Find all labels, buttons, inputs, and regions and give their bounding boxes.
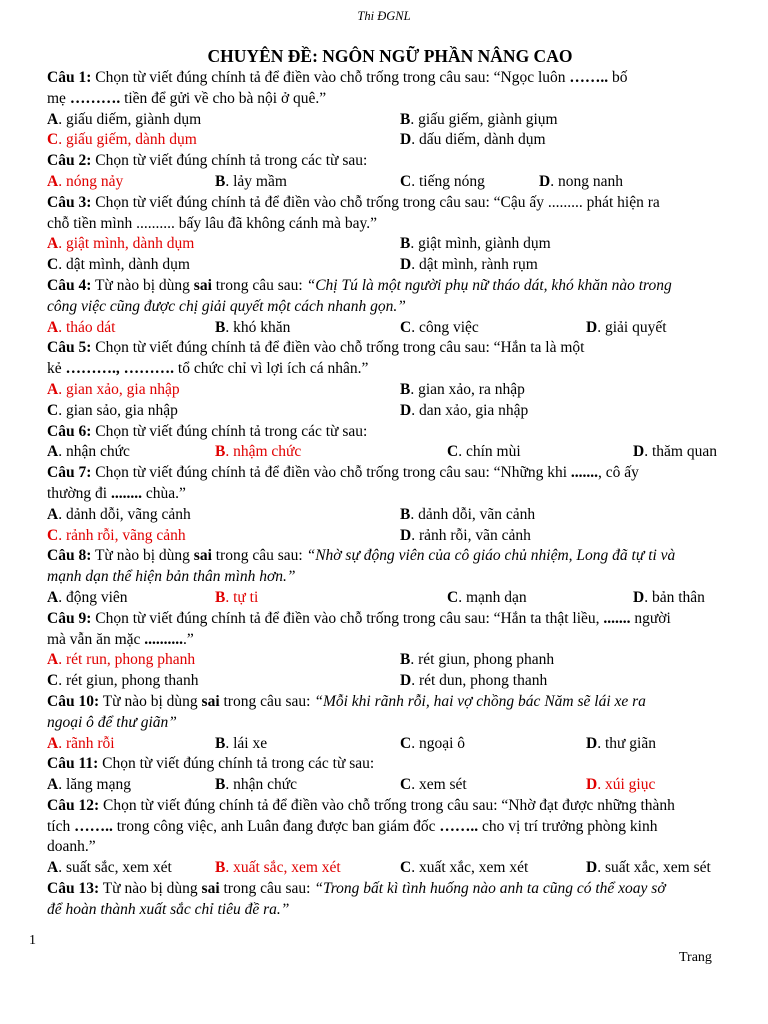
- question-7-line-1: Câu 7: Chọn từ viết đúng chính tả để điền vào chỗ trống trong câu sau: “Những khi ......., cô ấy: [47, 464, 639, 482]
- option-d[interactable]: D. giải quyết: [586, 318, 667, 336]
- question-12-options: [47, 858, 727, 879]
- question-5-options-row-1: [47, 380, 727, 401]
- page-footer: Trang: [679, 950, 712, 965]
- option-d[interactable]: D. suất xắc, xem sét: [586, 859, 711, 877]
- option-b-correct[interactable]: B. xuất sắc, xem xét: [215, 859, 341, 877]
- option-a[interactable]: A. giấu diếm, giành dụm: [47, 110, 202, 128]
- option-d[interactable]: D. rét dun, phong thanh: [400, 672, 548, 690]
- question-13-line-2: để hoàn thành xuất sắc chỉ tiêu đề ra.”: [47, 900, 290, 918]
- question-12-line-3: doanh.”: [47, 838, 96, 856]
- question-9-line-2: mà vẫn ăn mặc ...........”: [47, 630, 194, 648]
- question-7-line-2: thường đi ........ chùa.”: [47, 484, 186, 502]
- option-a[interactable]: A. lăng mạng: [47, 776, 131, 794]
- page-number: 1: [29, 933, 36, 948]
- option-d[interactable]: D. dật mình, rành rụm: [400, 256, 538, 274]
- question-9-line-1: Câu 9: Chọn từ viết đúng chính tả để điền vào chỗ trống trong câu sau: “Hắn ta thật liều, ....... người: [47, 609, 671, 627]
- option-a[interactable]: A. dảnh dỗi, vãng cảnh: [47, 505, 191, 523]
- question-1-line-1: Câu 1: Chọn từ viết đúng chính tả để điền vào chỗ trống trong câu sau: “Ngọc luôn …….. bố: [47, 69, 628, 86]
- question-4-line-2: công việc cũng được chị giải quyết một cách nhanh gọn.”: [47, 297, 406, 315]
- option-d[interactable]: D. dấu diếm, dành dụm: [400, 131, 546, 149]
- question-5-options-row-2: [47, 401, 727, 422]
- question-3-options-row-2: [47, 255, 727, 276]
- question-list: [47, 68, 727, 921]
- option-c[interactable]: C. chín mùi: [447, 443, 521, 461]
- question-12-line-2: tích …….. trong công việc, anh Luân đang được ban giám đốc …….. cho vị trí trưởng phòng kinh: [47, 817, 658, 835]
- option-d[interactable]: D. thăm quan: [633, 443, 717, 461]
- question-10-options: [47, 734, 727, 755]
- question-11-line-1: Câu 11: Chọn từ viết đúng chính tả trong các từ sau:: [47, 755, 375, 773]
- question-2-options: [47, 172, 727, 193]
- option-b[interactable]: B. lảy mầm: [215, 172, 287, 190]
- option-a-correct[interactable]: A. rét run, phong phanh: [47, 651, 196, 669]
- option-b[interactable]: B. dảnh dỗi, vãn cảnh: [400, 505, 536, 523]
- question-2-line-1: Câu 2: Chọn từ viết đúng chính tả trong các từ sau:: [47, 152, 368, 170]
- question-1-line-2: mẹ ………. tiền để gửi về cho bà nội ở quê.”: [47, 89, 327, 107]
- option-c[interactable]: C. gian sảo, gia nhập: [47, 401, 178, 419]
- question-6-line-1: Câu 6: Chọn từ viết đúng chính tả trong các từ sau:: [47, 422, 368, 440]
- question-9-options-row-1: [47, 650, 727, 671]
- option-b[interactable]: B. lái xe: [215, 734, 268, 752]
- option-d[interactable]: D. nong nanh: [539, 172, 623, 190]
- question-3-options-row-1: [47, 234, 727, 255]
- question-3-line-2: chỗ tiền mình .......... bấy lâu đã không cánh mà bay.”: [47, 214, 378, 232]
- option-c[interactable]: C. ngoại ô: [400, 734, 466, 752]
- question-1-options-row-1: [47, 110, 727, 131]
- option-c[interactable]: C. dật mình, dành dụm: [47, 256, 190, 274]
- option-c[interactable]: C. công việc: [400, 318, 479, 336]
- question-5-line-1: Câu 5: Chọn từ viết đúng chính tả để điền vào chỗ trống trong câu sau: “Hắn ta là một: [47, 339, 585, 357]
- page-title: CHUYÊN ĐỀ: NGÔN NGỮ PHẦN NÂNG CAO: [207, 46, 573, 66]
- page-header: Thi ĐGNL: [357, 9, 411, 23]
- option-a-correct[interactable]: A. tháo dát: [47, 318, 116, 336]
- question-4-line-1: Câu 4: Từ nào bị dùng sai trong câu sau: “Chị Tú là một người phụ nữ tháo dát, khó khăn nào trong: [47, 276, 672, 294]
- question-8-line-1: Câu 8: Từ nào bị dùng sai trong câu sau: “Nhờ sự động viên của cô giáo chủ nhiệm, Long đã tự ti và: [47, 547, 676, 565]
- option-a-correct[interactable]: A. giật mình, dành dụm: [47, 235, 195, 253]
- question-11-options: [47, 775, 727, 796]
- question-13-line-1: Câu 13: Từ nào bị dùng sai trong câu sau: “Trong bất kì tình huống nào anh ta cũng có thể xoay sở: [47, 880, 666, 898]
- question-3-line-1: Câu 3: Chọn từ viết đúng chính tả để điền vào chỗ trống trong câu sau: “Cậu ấy ......... phát hiện ra: [47, 193, 660, 211]
- option-d-correct[interactable]: D. xúi giục: [586, 776, 656, 794]
- option-c[interactable]: C. tiếng nóng: [400, 172, 485, 190]
- option-d[interactable]: D. dan xảo, gia nhập: [400, 401, 529, 419]
- option-b[interactable]: B. gian xảo, ra nhập: [400, 380, 525, 398]
- question-1-options-row-2: [47, 130, 727, 151]
- option-d[interactable]: D. rảnh rỗi, vãn cảnh: [400, 526, 531, 544]
- option-d[interactable]: D. thư giãn: [586, 734, 656, 752]
- option-b[interactable]: B. rét giun, phong phanh: [400, 651, 555, 669]
- option-c[interactable]: C. rét giun, phong thanh: [47, 672, 199, 690]
- question-8-line-2: mạnh dạn thể hiện bản thân mình hơn.”: [47, 568, 296, 586]
- option-b-correct[interactable]: B. tự ti: [215, 588, 259, 606]
- question-9-options-row-2: [47, 671, 727, 692]
- question-4-options: [47, 318, 727, 339]
- option-a[interactable]: A. suất sắc, xem xét: [47, 859, 172, 877]
- question-8-options: [47, 588, 727, 609]
- option-d[interactable]: D. bản thân: [633, 588, 705, 606]
- option-c[interactable]: C. xem sét: [400, 776, 467, 794]
- option-b[interactable]: B. nhận chức: [215, 776, 298, 794]
- option-a-correct[interactable]: A. gian xảo, gia nhập: [47, 380, 180, 398]
- option-c[interactable]: C. xuất xắc, xem xét: [400, 859, 529, 877]
- option-b-correct[interactable]: B. nhậm chức: [215, 443, 302, 461]
- question-12-line-1: Câu 12: Chọn từ viết đúng chính tả để điền vào chỗ trống trong câu sau: “Nhờ đạt được những thành: [47, 796, 675, 814]
- option-b[interactable]: B. giấu giếm, giành giụm: [400, 110, 558, 128]
- option-b[interactable]: B. khó khăn: [215, 318, 291, 336]
- question-10-line-1: Câu 10: Từ nào bị dùng sai trong câu sau: “Mỗi khi rãnh rỗi, hai vợ chồng bác Năm sẽ lái xe ra: [47, 692, 646, 710]
- question-7-options-row-1: [47, 505, 727, 526]
- option-a[interactable]: A. động viên: [47, 588, 128, 606]
- option-a-correct[interactable]: A. rãnh rỗi: [47, 734, 115, 752]
- question-6-options: [47, 442, 727, 463]
- option-b[interactable]: B. giật mình, giành dụm: [400, 235, 551, 253]
- option-a[interactable]: A. nhận chức: [47, 443, 130, 461]
- option-c-correct[interactable]: C. giấu giếm, dành dụm: [47, 131, 197, 149]
- question-7-options-row-2: [47, 526, 727, 547]
- option-a-correct[interactable]: A. nóng nảy: [47, 172, 124, 190]
- option-c[interactable]: C. mạnh dạn: [447, 588, 527, 606]
- question-5-line-2: kẻ ………., ………. tổ chức chỉ vì lợi ích cá nhân.”: [47, 360, 369, 378]
- question-10-line-2: ngoại ô để thư giãn”: [47, 713, 177, 731]
- option-c-correct[interactable]: C. rảnh rỗi, vãng cảnh: [47, 526, 186, 544]
